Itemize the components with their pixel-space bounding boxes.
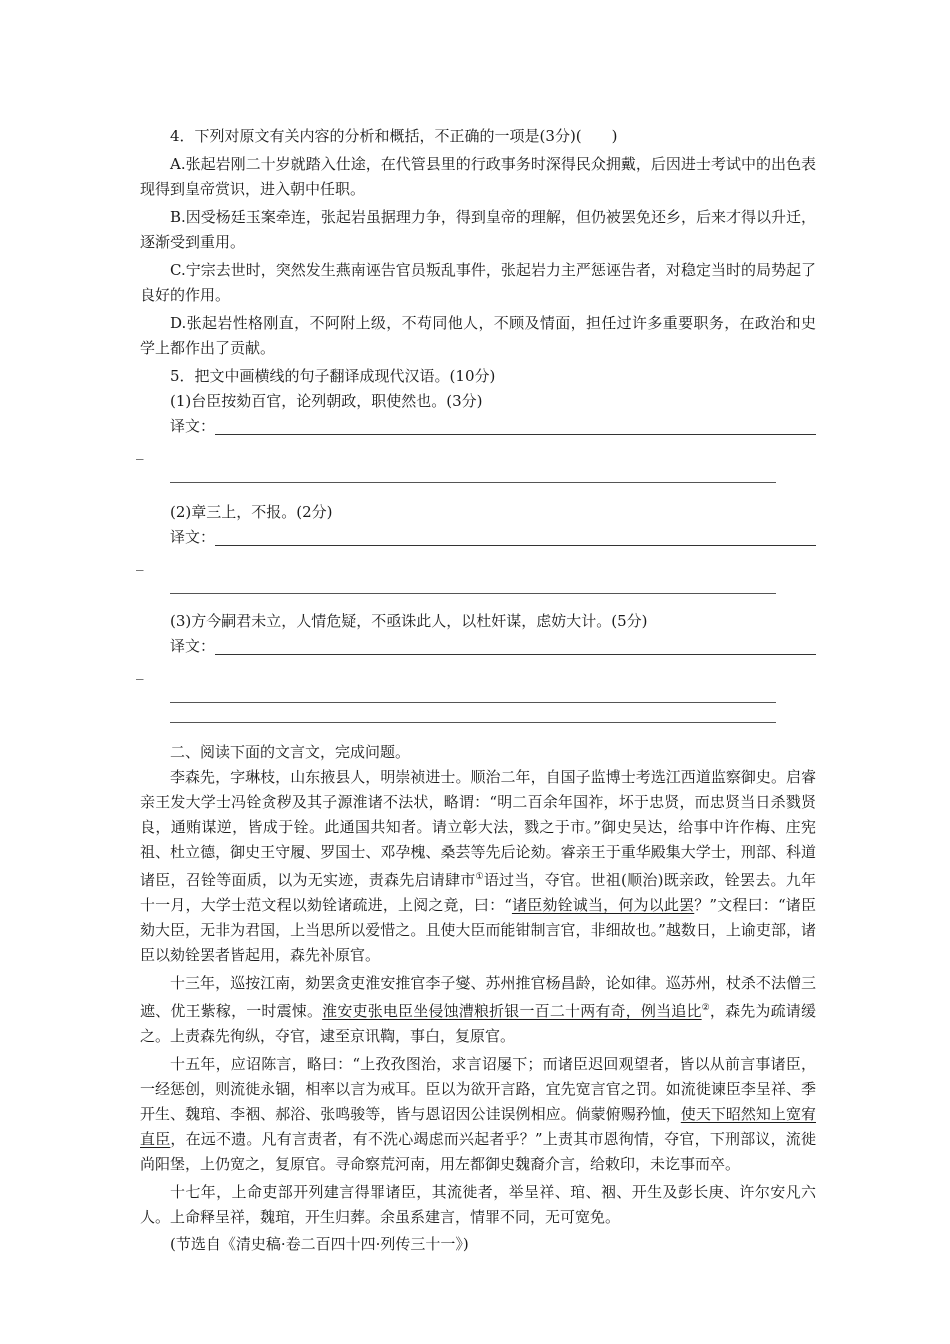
q5-sentence-3: (3)方今嗣君未立，人情危疑，不亟诛此人，以杜奸谋，虑妨大计。(5分)	[170, 612, 648, 630]
translation-label: 译文：	[170, 528, 216, 546]
passage-paragraph-4: 十七年，上命吏部开列建言得罪诸臣，其流徙者，举呈祥、琯、裀、开生及彭长庚、许尔安凡六人。上命释呈祥，魏琯，开生归葬。余虽系建言，情罪不同，无可宽免。	[140, 1183, 816, 1226]
document-page	[136, 124, 816, 1257]
q4-option-d: D.张起岩性格刚直，不阿附上级，不苟同他人，不顾及情面，担任过许多重要职务，在政治和史学上都作出了贡献。	[140, 314, 816, 357]
answer-line-2b[interactable]	[170, 579, 816, 607]
answer-line-2[interactable]	[170, 525, 816, 551]
answer-line-3b[interactable]	[170, 688, 816, 716]
footnote-2: ②	[701, 1003, 710, 1013]
dash-mark: _	[136, 442, 144, 460]
q4-option-a: A.张起岩刚二十岁就踏入仕途，在代管县里的行政事务时深得民众拥戴，后因进士考试中的出色表现得到皇帝赏识，进入朝中任职。	[140, 155, 816, 198]
answer-line-1[interactable]	[170, 414, 816, 440]
answer-line-3[interactable]	[170, 634, 816, 660]
q5-sentence-2: (2)章三上，不报。(2分)	[170, 503, 333, 521]
dash-mark: _	[136, 553, 144, 571]
underlined-sentence-1: 诸臣劾铨诚当，何为以此罢	[511, 896, 695, 914]
source-citation: (节选自《清史稿·卷二百四十四·列传三十一》)	[170, 1235, 469, 1253]
passage-paragraph-1: 李森先，字琳枝，山东掖县人，明崇祯进士。顺治二年，自国子监博士考选江西道监察御史。启睿亲王发大学士冯铨贪秽及其子源淮诸不法状，略谓：“明二百余年国祚，坏于忠贤，而忠贤当日杀戮贤良，通贿谋逆，皆成于铨。此通国共知者。请立彰大法，戮之于市。”御史吴达，给事中许作梅、庄宪祖、杜立德，御史王守履、罗国士、邓孕槐、桑芸等先后论劾。睿亲王于重华殿集大学士，刑部、科道诸臣，召铨等面质，以为无实迹，责森先启请肆市①语过当，夺官。世祖(顺治)既亲政，铨罢去。九年十一月，大学士范文程以劾铨诸疏进，上阅之竟，曰：“诸臣劾铨诚当，何为以此罢？”文程曰：“诸臣劾大臣，无非为君国，上当思所以爱惜之。且使大臣而能钳制言官，非细故也。”越数日，上谕吏部，诸臣以劾铨罢者皆起用，森先补原官。	[140, 768, 816, 964]
passage-paragraph-3: 十五年，应诏陈言，略曰：“上孜孜图治，求言诏屡下；而诸臣迟回观望者，皆以从前言事诸臣，一经惩创，则流徙永锢，相率以言为戒耳。臣以为欲开言路，宜先宽言官之罚。如流徙谏臣李呈祥、季开生、魏琯、李裀、郝浴、张鸣骏等，皆与恩诏因公诖误例相应。倘蒙俯赐矜恤，使天下昭然知上宽宥直臣，在远不遗。凡有言责者，有不洗心竭虑而兴起者乎？”上责其市恩徇情，夺官，下刑部议，流徙尚阳堡，上仍宽之，复原官。寻命察荒河南，用左都御史魏裔介言，给敕印，未讫事而卒。	[140, 1055, 816, 1173]
passage-paragraph-2: 十三年，巡按江南，劾罢贪吏淮安推官李子燮、苏州推官杨昌龄，论如律。巡苏州，杖杀不法僧三遮、优王紫稼，一时震悚。淮安吏张电臣坐侵蚀漕粮折银一百二十两有奇，例当追比②，森先为疏请缓之。上责森先徇纵，夺官，逮至京讯鞫，事白，复原官。	[140, 974, 816, 1045]
translation-label: 译文：	[170, 417, 216, 435]
underlined-sentence-3: 使天下昭然知上宽宥直臣	[140, 1105, 816, 1148]
footnote-1: ①	[475, 872, 484, 882]
q5-sentence-1: (1)台臣按劾百官，论列朝政，职使然也。(3分)	[170, 392, 483, 410]
q4-option-c: C.宁宗去世时，突然发生燕南诬告官员叛乱事件，张起岩力主严惩诬告者，对稳定当时的局势起了良好的作用。	[140, 261, 816, 304]
section-title: 二、阅读下面的文言文，完成问题。	[170, 743, 411, 761]
q4-stem: 4．下列对原文有关内容的分析和概括，不正确的一项是(3分)( )	[170, 127, 618, 145]
q5-stem: 5．把文中画横线的句子翻译成现代汉语。(10分)	[170, 367, 496, 385]
answer-line-3c[interactable]	[170, 716, 816, 738]
dash-mark: _	[136, 662, 144, 680]
translation-label: 译文：	[170, 637, 216, 655]
answer-line-1b[interactable]	[170, 468, 816, 496]
underlined-sentence-2: 淮安吏张电臣坐侵蚀漕粮折银一百二十两有奇，例当追比	[322, 1002, 702, 1020]
q4-option-b: B.因受杨廷玉案牵连，张起岩虽据理力争，得到皇帝的理解，但仍被罢免还乡，后来才得以升迁，逐渐受到重用。	[140, 208, 816, 251]
